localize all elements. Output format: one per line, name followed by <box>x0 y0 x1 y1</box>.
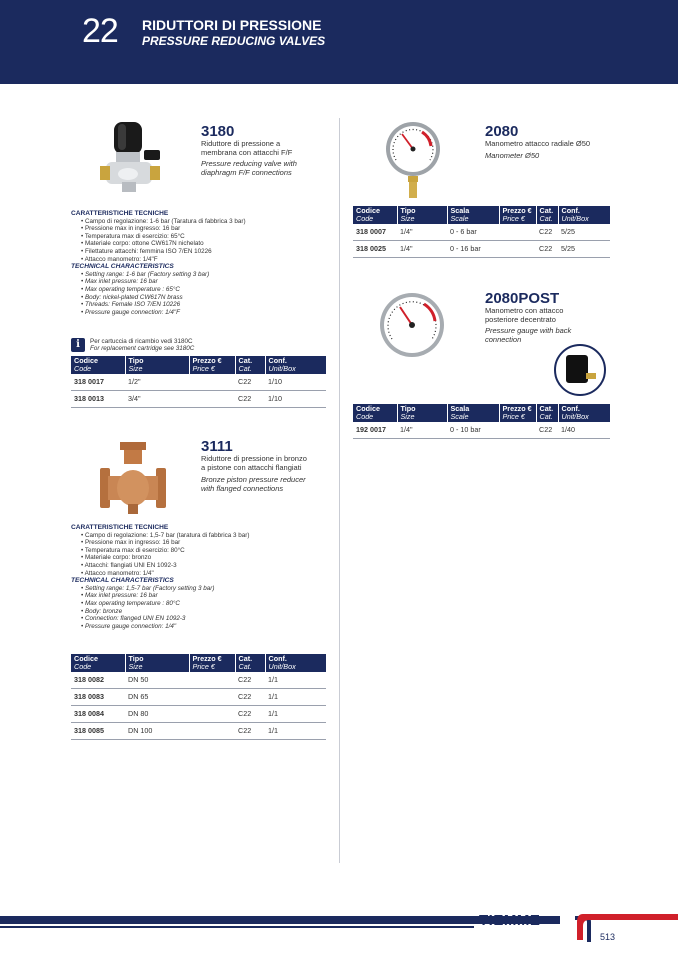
footer-bar <box>0 916 560 924</box>
spec-list-en <box>71 271 331 317</box>
spec-list-it <box>71 218 331 264</box>
product-desc-en <box>201 475 306 493</box>
col-price: Prezzo € Price € <box>189 356 235 374</box>
brand-swoosh-icon <box>575 912 678 942</box>
spec-title-en: TECHNICAL CHARACTERISTICS <box>71 263 174 271</box>
desc-line: a pistone con attacchi flangiati <box>201 463 302 472</box>
col-box: Conf. Unit/Box <box>558 206 610 224</box>
col-size: Tipo Size <box>397 404 447 422</box>
desc-line: Riduttore di pressione a <box>201 139 281 148</box>
specs-3180 <box>71 210 331 316</box>
spec-item: • Attacco manometro: 1/4"F <box>81 256 331 264</box>
table-row: 318 0025 1/4" 0 - 16 bar C22 5/25 <box>353 241 610 258</box>
col-box: Conf. Unit/Box <box>265 654 326 672</box>
page-number: 513 <box>600 932 616 942</box>
col-scale: Scala Scale <box>447 404 499 422</box>
spec-item: • Connection: flanged UNI EN 1092-3 <box>81 615 331 623</box>
table-row: 318 0083 DN 65 C22 1/1 <box>71 689 326 706</box>
col-scale: Scala Scale <box>447 206 499 224</box>
col-cat: Cat. Cat. <box>536 404 558 422</box>
col-cat: Cat. Cat. <box>536 206 558 224</box>
product-desc-en <box>201 159 297 177</box>
spec-item: • Setting range: 1-6 bar (Factory setting 3 bar) <box>81 271 331 279</box>
table-2080post <box>353 404 610 439</box>
col-box: Conf. Unit/Box <box>558 404 610 422</box>
desc-line: Pressure reducing valve with <box>201 159 297 168</box>
manometer-2080post-image <box>378 291 446 359</box>
spec-item: • Filettature attacchi: femmina ISO 7/EN 10226 <box>81 248 331 256</box>
col-cat: Cat. Cat. <box>235 356 265 374</box>
col-size: Tipo Size <box>397 206 447 224</box>
valve-3180-image <box>100 120 170 200</box>
spec-item: • Pressione max in ingresso: 16 bar <box>81 225 331 233</box>
spec-title-it: CARATTERISTICHE TECNICHE <box>71 210 169 217</box>
product-desc-it <box>201 139 292 157</box>
desc-line: Riduttore di pressione in bronzo <box>201 454 307 463</box>
specs-3111 <box>71 524 331 630</box>
section-number: 22 <box>82 12 118 50</box>
spec-title-en: TECHNICAL CHARACTERISTICS <box>71 577 174 585</box>
spec-item: • Materiale corpo: bronzo <box>81 554 331 562</box>
table-3111 <box>71 654 326 740</box>
product-desc-en <box>485 326 571 344</box>
table-row: 318 0084 DN 80 C22 1/1 <box>71 706 326 723</box>
note-it: Per cartuccia di ricambio vedi 3180C <box>90 338 193 345</box>
spec-item: • Pressure gauge connection: 1/4" <box>81 623 331 631</box>
col-box: Conf. Unit/Box <box>265 356 326 374</box>
desc-line: with flanged connections <box>201 484 284 493</box>
product-desc-it <box>485 306 563 324</box>
table-row: 192 0017 1/4" 0 - 10 bar C22 1/40 <box>353 422 610 439</box>
valve-3111-image <box>96 440 170 516</box>
desc-line: diaphragm F/F connections <box>201 168 292 177</box>
spec-list-en <box>71 585 331 631</box>
col-price: Prezzo € Price € <box>499 206 536 224</box>
manometer-back-view-image <box>553 343 607 397</box>
col-code: Codice Code <box>71 654 125 672</box>
table-2080 <box>353 206 610 258</box>
spec-item: • Pressure gauge connection: 1/4"F <box>81 309 331 317</box>
spec-item: • Setting range: 1,5-7 bar (Factory setting 3 bar) <box>81 585 331 593</box>
table-header-row <box>71 356 326 374</box>
product-desc-it: Manometro attacco radiale Ø50 <box>485 139 591 148</box>
brand-logo: TIEMME <box>479 912 541 929</box>
product-code-2080post: 2080POST <box>485 290 560 307</box>
spec-item: • Max inlet pressure: 16 bar <box>81 592 331 600</box>
spec-item: • Attacchi: flangiati UNI EN 1092-3 <box>81 562 331 570</box>
table-header-row <box>353 404 610 422</box>
spec-item: • Max operating temperature : 65°C <box>81 286 331 294</box>
table-row: 318 0082 DN 50 C22 1/1 <box>71 672 326 689</box>
col-cat: Cat. Cat. <box>235 654 265 672</box>
footer-line <box>0 926 474 928</box>
table-row: 318 0007 1/4" 0 - 6 bar C22 5/25 <box>353 224 610 241</box>
spec-item: • Temperatura max di esercizio: 80°C <box>81 547 331 555</box>
col-code: Codice Code <box>353 206 397 224</box>
product-desc-it <box>201 454 307 472</box>
desc-line: Manometro con attacco <box>485 306 564 315</box>
spec-item: • Materiale corpo: ottone CW617N nichelato <box>81 240 331 248</box>
spec-item: • Max operating temperature : 80°C <box>81 600 331 608</box>
table-header-row <box>71 654 326 672</box>
col-price: Prezzo € Price € <box>189 654 235 672</box>
col-size: Tipo Size <box>125 654 189 672</box>
table-3180 <box>71 356 326 408</box>
column-divider <box>339 118 340 863</box>
col-code: Codice Code <box>71 356 125 374</box>
cartridge-note <box>90 338 194 353</box>
product-desc-en: Manometer Ø50 <box>485 151 540 160</box>
desc-line: connection <box>485 335 522 344</box>
spec-item: • Attacco manometro: 1/4" <box>81 570 331 578</box>
info-icon: i <box>71 338 85 352</box>
table-header-row <box>353 206 610 224</box>
table-row: 318 0017 1/2" C22 1/10 <box>71 374 326 391</box>
col-size: Tipo Size <box>125 356 189 374</box>
spec-item: • Campo di regolazione: 1,5-7 bar (taratura di fabbrica 3 bar) <box>81 532 331 540</box>
product-code-3111: 3111 <box>201 438 233 455</box>
header-title-en: PRESSURE REDUCING VALVES <box>142 34 326 48</box>
table-row: 318 0013 3/4" C22 1/10 <box>71 391 326 408</box>
spec-item: • Temperatura max di esercizio: 65°C <box>81 233 331 241</box>
spec-item: • Campo di regolazione: 1-6 bar (Taratura di fabbrica 3 bar) <box>81 218 331 226</box>
spec-item: • Body: bronze <box>81 608 331 616</box>
desc-line: posteriore decentrato <box>485 315 556 324</box>
spec-list-it <box>71 532 331 578</box>
spec-item: • Threads: Female ISO 7/EN 10226 <box>81 301 331 309</box>
note-en: For replacement cartridge see 3180C <box>90 345 195 353</box>
desc-line: Pressure gauge with back <box>485 326 572 335</box>
spec-item: • Max inlet pressure: 16 bar <box>81 278 331 286</box>
desc-line: Bronze piston pressure reducer <box>201 475 306 484</box>
col-code: Codice Code <box>353 404 397 422</box>
product-code-3180: 3180 <box>201 123 235 140</box>
header-title-it: RIDUTTORI DI PRESSIONE <box>142 17 322 33</box>
table-row: 318 0085 DN 100 C22 1/1 <box>71 723 326 740</box>
manometer-2080-image <box>384 120 442 202</box>
product-code-2080: 2080 <box>485 123 519 140</box>
spec-item: • Pressione max in ingresso: 16 bar <box>81 539 331 547</box>
spec-item: • Body: nickel-plated CW617N brass <box>81 294 331 302</box>
spec-title-it: CARATTERISTICHE TECNICHE <box>71 524 169 531</box>
desc-line: membrana con attacchi F/F <box>201 148 293 157</box>
col-price: Prezzo € Price € <box>499 404 536 422</box>
